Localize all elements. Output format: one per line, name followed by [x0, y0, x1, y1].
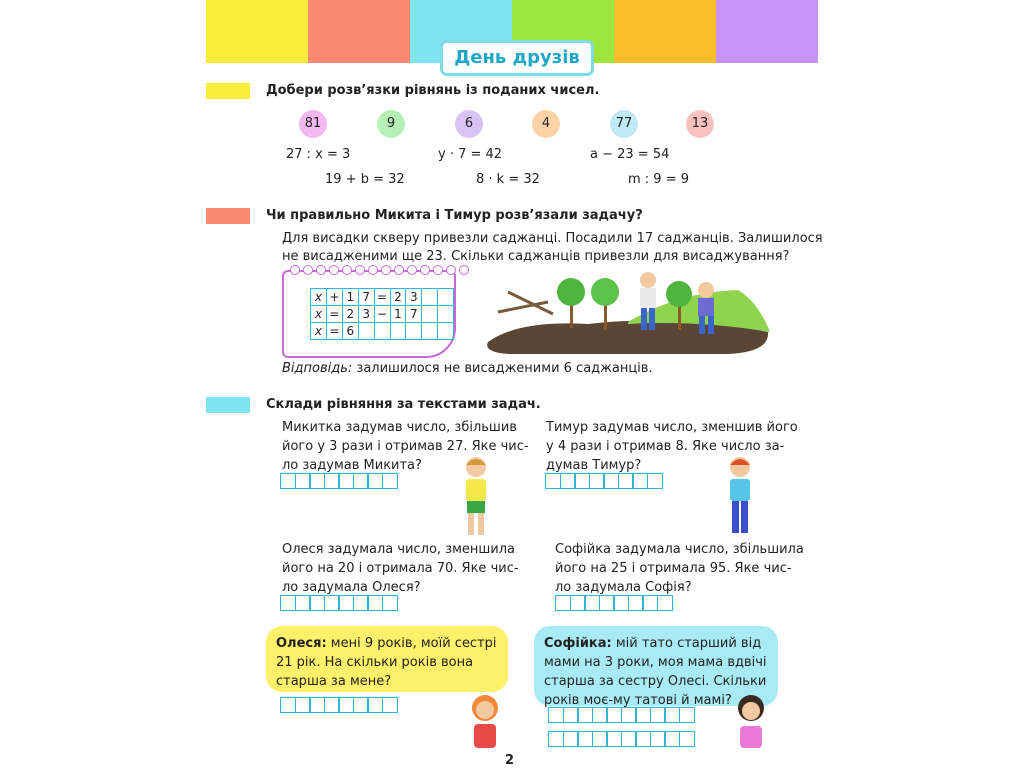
boy-illustration	[458, 455, 494, 541]
task-line: його на 25 і отримала 95. Яке чис-	[555, 561, 792, 576]
task-line: Олеся задумала число, зменшила	[282, 542, 516, 557]
number-circle: 4	[532, 110, 560, 138]
garden-illustration	[478, 262, 774, 356]
answer-boxes[interactable]	[280, 697, 396, 713]
grid-cell: 2	[390, 289, 406, 306]
grid-cell: =	[326, 323, 342, 340]
answer-boxes[interactable]	[548, 731, 693, 747]
task-line: ло задумав Микита?	[282, 458, 422, 473]
task-line: його на 20 і отримала 70. Яке чис-	[282, 561, 519, 576]
problem-line: Для висадки скверу привезли саджанці. Посадили 17 саджанців. Залишилося	[282, 231, 823, 246]
grid-cell: 7	[358, 289, 374, 306]
solution-grid	[310, 288, 454, 340]
equation: 8 · k = 32	[476, 172, 540, 187]
task-sofiyka	[555, 540, 804, 597]
page-number: 2	[505, 753, 515, 768]
grid-cell	[358, 323, 374, 340]
color-stripe	[614, 0, 716, 63]
equation: a − 23 = 54	[590, 147, 670, 162]
grid-cell	[438, 323, 454, 340]
task-line: думав Тимур?	[546, 458, 642, 473]
number-circle: 81	[299, 110, 327, 138]
notebook-rings	[290, 265, 469, 275]
grid-cell	[374, 323, 390, 340]
grid-cell: =	[326, 306, 342, 323]
grid-cell	[438, 306, 454, 323]
task-line: Микитка задумав число, збільшив	[282, 420, 517, 435]
grid-cell: 3	[358, 306, 374, 323]
number-circle: 6	[455, 110, 483, 138]
grid-cell: x	[311, 289, 327, 306]
grid-cell	[406, 323, 422, 340]
color-stripe	[308, 0, 410, 63]
section-marker-yellow	[206, 83, 250, 99]
section-heading: Добери розв’язки рівнянь із поданих чисел.	[266, 83, 600, 98]
grid-cell	[422, 306, 438, 323]
grid-cell: x	[311, 323, 327, 340]
grid-cell	[390, 323, 406, 340]
girl-illustration	[462, 690, 508, 748]
equation: 27 : x = 3	[286, 147, 351, 162]
task-olesya	[282, 540, 519, 597]
section-heading: Чи правильно Микита і Тимур розв’язали задачу?	[266, 208, 643, 223]
task-line: ло задумала Олеся?	[282, 580, 421, 595]
task-line: Тимур задумав число, зменшив його	[546, 420, 798, 435]
grid-cell: 1	[342, 289, 358, 306]
notebook-solution	[282, 270, 456, 358]
grid-cell: 1	[390, 306, 406, 323]
grid-cell: +	[326, 289, 342, 306]
speaker-name: Софійка:	[544, 636, 612, 651]
task-tymur	[546, 418, 798, 475]
girl-illustration	[728, 690, 774, 748]
speech-text: мій тато старший від мами на 3 роки, моя мама вдвічі старша за сестру Олесі. Скільки років моє-му татові й мамі?	[544, 636, 767, 708]
answer-boxes[interactable]	[545, 473, 661, 489]
grid-cell: 6	[342, 323, 358, 340]
answer-boxes[interactable]	[280, 595, 396, 611]
equation: y · 7 = 42	[438, 147, 503, 162]
grid-cell: −	[374, 306, 390, 323]
grid-cell: 2	[342, 306, 358, 323]
answer-line	[282, 359, 653, 378]
color-stripe	[206, 0, 308, 63]
task-line: ло задумала Софія?	[555, 580, 692, 595]
grid-cell	[422, 323, 438, 340]
section-heading: Склади рівняння за текстами задач.	[266, 397, 541, 412]
number-circle: 77	[610, 110, 638, 138]
answer-boxes[interactable]	[555, 595, 671, 611]
color-stripe	[716, 0, 818, 63]
answer-text: залишилося не висадженими 6 саджанців.	[352, 361, 653, 376]
grid-cell: 7	[406, 306, 422, 323]
section-marker-cyan	[206, 397, 250, 413]
task-line: Софійка задумала число, збільшила	[555, 542, 804, 557]
number-circle: 9	[377, 110, 405, 138]
answer-boxes[interactable]	[548, 707, 693, 723]
section-marker-coral	[206, 208, 250, 224]
equation: 19 + b = 32	[325, 172, 405, 187]
boy-illustration	[722, 455, 758, 541]
speech-bubble-olesya	[266, 626, 508, 692]
answer-label: Відповідь:	[282, 361, 353, 376]
speaker-name: Олеся:	[276, 636, 327, 651]
number-circle: 13	[686, 110, 714, 138]
answer-boxes[interactable]	[280, 473, 396, 489]
equation: m : 9 = 9	[628, 172, 690, 187]
grid-cell	[438, 289, 454, 306]
task-line: його у 3 рази і отримав 27. Яке чис-	[282, 439, 529, 454]
page-title: День друзів	[440, 40, 594, 76]
grid-cell: x	[311, 306, 327, 323]
grid-cell: 3	[406, 289, 422, 306]
grid-cell	[422, 289, 438, 306]
task-line: у 4 рази і отримав 8. Яке число за-	[546, 439, 785, 454]
speech-text: мені 9 років, моїй сестрі 21 рік. На скільки років вона старша за мене?	[276, 636, 497, 689]
grid-cell: =	[374, 289, 390, 306]
problem-line: не висадженими ще 23. Скільки саджанців привезли для висаджування?	[282, 249, 790, 264]
